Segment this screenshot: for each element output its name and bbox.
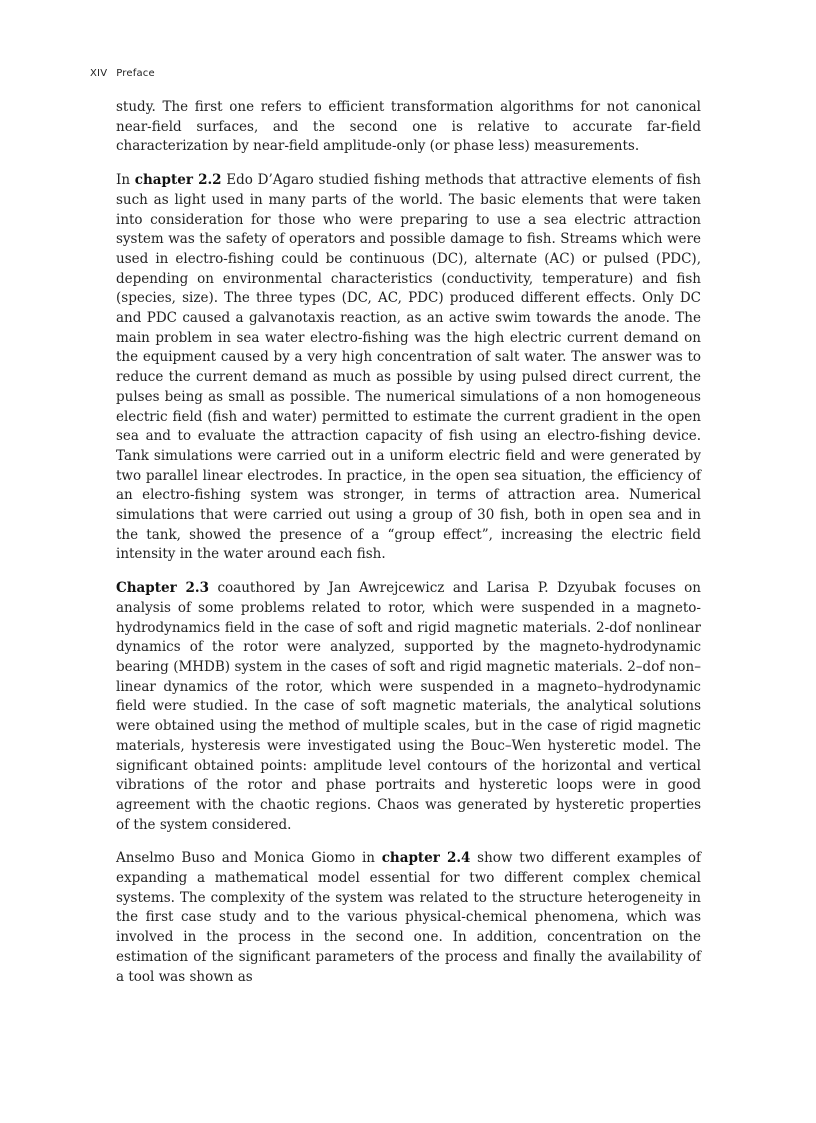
paragraph-lead: In bbox=[116, 172, 135, 189]
chapter-reference: chapter 2.2 bbox=[134, 172, 222, 189]
paragraph bbox=[116, 98, 701, 157]
paragraph-text: show two different examples of expanding a mathematical model essential for two different complex chemical systems. The complexity of the system was related to the structure heterogeneity in the first case study and to the various physical-chemical phenomena, which was involved in the process in the second one. In addition, concentration on the estimation of the significant parameters of the process and finally the availability of a tool was shown as bbox=[116, 850, 701, 985]
paragraph-text: coauthored by Jan Awrejcewicz and Larisa P. Dzyubak focuses on analysis of some problems related to rotor, which were suspended in a magneto-hydrodynamics field in the case of soft and rigid magnetic materials. 2-dof nonlinear dynamics of the rotor were analyzed, supported by the magneto-hydrodynamic bearing (MHDB) system in the cases of soft and rigid magnetic materials. 2–dof non–linear dynamics of the rotor, which were suspended in a magneto–hydrodynamic field were studied. In the case of soft magnetic materials, the analytical solutions were obtained using the method of multiple scales, but in the case of rigid magnetic materials, hysteresis were investigated using the Bouc–Wen hysteretic model. The significant obtained points: amplitude level contours of the horizontal and vertical vibrations of the rotor and phase portraits and hysteretic loops were in good agreement with the chaotic regions. Chaos was generated by hysteretic properties of the system considered. bbox=[116, 580, 702, 833]
chapter-reference: Chapter 2.3 bbox=[116, 580, 210, 597]
paragraph bbox=[116, 849, 701, 987]
paragraph-text: study. The first one refers to efficient transformation algorithms for not canonical near-field surfaces, and the second one is relative to accurate far-field characterization by near-field amplitude-only (or phase less) measurements. bbox=[116, 99, 701, 155]
body-text bbox=[116, 98, 701, 1001]
section-title: Preface bbox=[116, 68, 155, 79]
paragraph-lead: Anselmo Buso and Monica Giomo in bbox=[116, 850, 382, 867]
page-number: XIV bbox=[90, 68, 108, 79]
running-head bbox=[90, 68, 164, 79]
paragraph-text: Edo D’Agaro studied fishing methods that attractive elements of fish such as light used in many parts of the world. The basic elements that were taken into consideration for those who were preparing to use a sea electric attraction system was the safety of operators and possible damage to fish. Streams which were used in electro-fishing could be continuous (DC), alternate (AC) or pulsed (PDC), depending on environmental characteristics (conductivity, temperature) and fish (species, size). The three types (DC, AC, PDC) produced different effects. Only DC and PDC caused a galvanotaxis reaction, as an active swim towards the anode. The main problem in sea water electro-fishing was the high electric current demand on the equipment caused by a very high concentration of salt water. The answer was to reduce the current demand as much as possible by using pulsed direct current, the pulses being as small as possible. The numerical simulations of a non homogeneous electric field (fish and water) permitted to estimate the current gradient in the open sea and to evaluate the attraction capacity of fish using an electro-fishing device. Tank simulations were carried out in a uniform electric field and were generated by two parallel linear electrodes. In practice, in the open sea situation, the efficiency of an electro-fishing system was stronger, in terms of attraction area. Numerical simulations that were carried out using a group of 30 fish, both in open sea and in the tank, showed the presence of a “group effect”, increasing the electric field intensity in the water around each fish. bbox=[116, 172, 701, 563]
chapter-reference: chapter 2.4 bbox=[381, 850, 471, 867]
paragraph bbox=[116, 579, 701, 835]
paragraph bbox=[116, 171, 701, 565]
